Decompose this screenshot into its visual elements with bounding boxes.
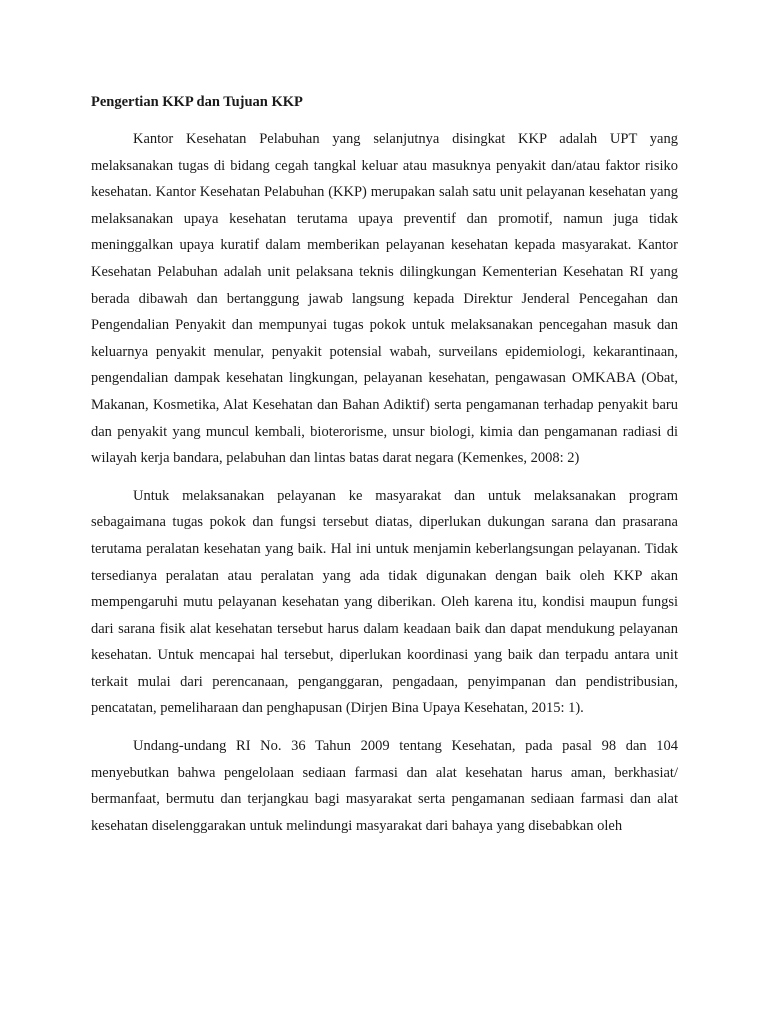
section-heading: Pengertian KKP dan Tujuan KKP: [91, 94, 303, 110]
paragraph-kkp-definition: Kantor Kesehatan Pelabuhan yang selanjutnya disingkat KKP adalah UPT yang melaksanakan tugas di bidang cegah tangkal keluar atau masuknya penyakit dan/atau faktor risiko kesehatan. Kantor Kesehatan Pelabuhan (KKP) merupakan salah satu unit pelayanan kesehatan yang melaksanakan upaya kesehatan terutama upaya preventif dan promotif, namun juga tidak meninggalkan upaya kuratif dalam memberikan pelayanan kesehatan kepada masyarakat. Kantor Kesehatan Pelabuhan adalah unit pelaksana teknis dilingkungan Kementerian Kesehatan RI yang berada dibawah dan bertanggung jawab langsung kepada Direktur Jenderal Pencegahan dan Pengendalian Penyakit dan mempunyai tugas pokok untuk melaksanakan pencegahan masuk dan keluarnya penyakit menular, penyakit potensial wabah, surveilans epidemiologi, kekarantinaan, pengendalian dampak kesehatan lingkungan, pelayanan kesehatan, pengawasan OMKABA (Obat, Makanan, Kosmetika, Alat Kesehatan dan Bahan Adiktif) serta pengamanan terhadap penyakit baru dan penyakit yang muncul kembali, bioterorisme, unsur biologi, kimia dan pengamanan radiasi di wilayah kerja bandara, pelabuhan dan lintas batas darat negara (Kemenkes, 2008: 2): [91, 131, 678, 467]
paragraph-service-equipment: Untuk melaksanakan pelayanan ke masyarakat dan untuk melaksanakan program sebagaimana tugas pokok dan fungsi tersebut diatas, diperlukan dukungan sarana dan prasarana terutama peralatan kesehatan yang baik. Hal ini untuk menjamin keberlangsungan pelayanan. Tidak tersedianya peralatan atau peralatan yang ada tidak digunakan dengan baik oleh KKP akan mempengaruhi mutu pelayanan kesehatan yang diberikan. Oleh karena itu, kondisi maupun fungsi dari sarana fisik alat kesehatan tersebut harus dalam keadaan baik dan dapat mendukung pelayanan kesehatan. Untuk mencapai hal tersebut, diperlukan koordinasi yang baik dan terpadu antara unit terkait mulai dari perencanaan, penganggaran, pengadaan, penyimpanan dan pendistribusian, pencatatan, pemeliharaan dan penghapusan (Dirjen Bina Upaya Kesehatan, 2015: 1).: [91, 487, 678, 717]
document-content: [91, 92, 678, 850]
paragraph-health-law: Undang-undang RI No. 36 Tahun 2009 tentang Kesehatan, pada pasal 98 dan 104 menyebutkan bahwa pengelolaan sediaan farmasi dan alat kesehatan harus aman, berkhasiat/ bermanfaat, bermutu dan terjangkau bagi masyarakat serta pengamanan sediaan farmasi dan alat kesehatan diselenggarakan untuk melindungi masyarakat dari bahaya yang disebabkan oleh: [91, 738, 678, 834]
